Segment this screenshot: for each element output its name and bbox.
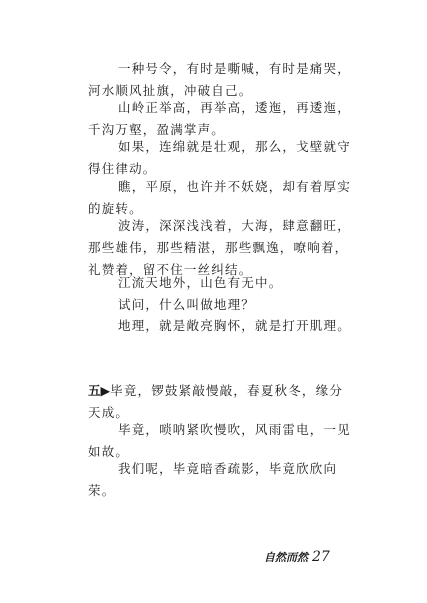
text-line: 荣。 <box>88 483 116 498</box>
text-line: 波涛，深深浅浅着，大海，肆意翻旺， <box>118 218 351 233</box>
text-line: 江流天地外，山色有无中。 <box>118 275 283 290</box>
text-line: 山岭正举高，再举高，逶迤，再逶迤， <box>118 100 351 115</box>
text-line: 我们呢，毕竟暗香疏影，毕竟欣欣向 <box>118 461 338 476</box>
text-line: 毕竟，唢呐紧吹慢吹，风雨雷电，一见 <box>118 422 351 437</box>
text-line: 地理，就是敞亮胸怀，就是打开肌理。 <box>118 318 351 333</box>
paragraph-gobi <box>88 136 351 180</box>
paragraph-river <box>88 58 351 102</box>
book-title: 自然而然 <box>264 551 308 564</box>
paragraph-plain <box>88 176 351 220</box>
text-line: 如故。 <box>88 444 130 459</box>
paragraph-section-five <box>88 380 343 424</box>
paragraph-river-sky <box>118 272 282 294</box>
text-line: 千沟万壑，盈满掌声。 <box>88 122 226 137</box>
text-line: 一种号令，有时是嘶喊，有时是痛哭， <box>118 61 351 76</box>
text-line: 得住律动。 <box>88 161 157 176</box>
text-line: 试问，什么叫做地理？ <box>118 297 256 312</box>
page-number: 27 <box>312 549 330 565</box>
text-line: 那些雄伟，那些精湛，那些飘逸，嘹响着， <box>88 240 349 255</box>
text-segment: 毕竟，锣鼓紧敲慢敲，春夏秋冬，缘分 <box>110 383 344 398</box>
paragraph-suona <box>88 419 351 463</box>
text-line: 河水顺风扯旗，冲破自己。 <box>88 83 253 98</box>
text-line: 的旋转。 <box>88 201 143 216</box>
text-line: 礼赞着，留不住一丝纠结。 <box>88 262 253 277</box>
page-footer <box>264 549 330 565</box>
paragraph-question <box>118 294 255 316</box>
text-line: 如果，连绵就是壮观，那么，戈壁就守 <box>118 139 351 154</box>
text-line: 天成。 <box>88 405 130 420</box>
text-line: 瞧，平原，也许并不妖娆，却有着厚实 <box>118 179 351 194</box>
paragraph-we <box>88 458 338 502</box>
paragraph-mountains <box>88 97 351 141</box>
text-line <box>88 380 343 402</box>
paragraph-answer <box>118 315 351 337</box>
section-marker: 五▶ <box>88 383 111 398</box>
